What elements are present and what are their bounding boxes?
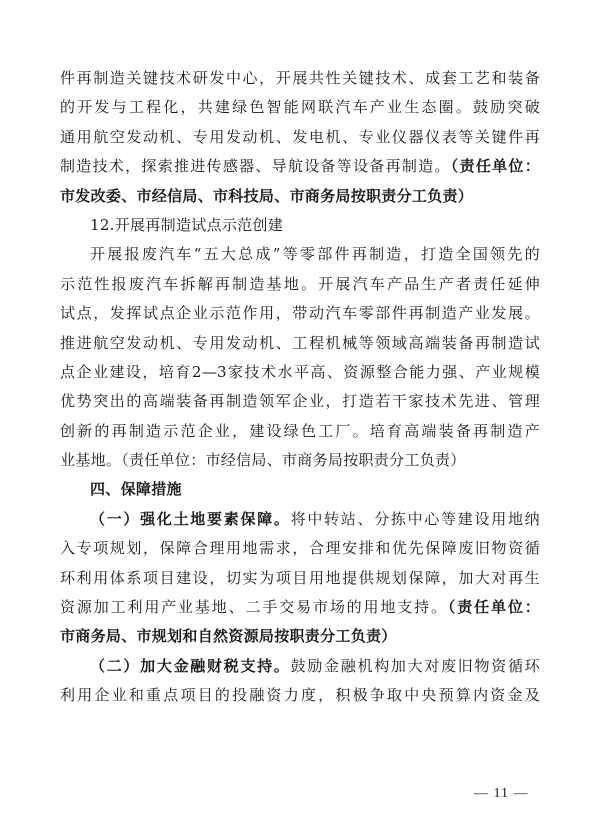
text-line: 市商务局、市规划和自然资源局按职责分工负责） bbox=[60, 627, 397, 646]
text-line: 的开发与工程化，共建绿色智能网联汽车产业生态圈。鼓励突破 bbox=[60, 98, 540, 117]
text-line bbox=[60, 652, 540, 681]
bold-lead: （一）强化土地要素保障。 bbox=[90, 509, 291, 528]
text-line: 市发改委、市经信局、市科技局、市商务局按职责分工负责） bbox=[60, 186, 474, 205]
text-line: 点企业建设，培育2—3家技术水平高、资源整合能力强、产业规模 bbox=[60, 362, 540, 381]
bold-tail: （责任单位： bbox=[450, 157, 540, 176]
text-line bbox=[60, 505, 540, 534]
bold-lead: （二）加大金融财税支持。 bbox=[90, 656, 291, 675]
text-line bbox=[60, 593, 540, 622]
text-line: 开展报废汽车“五大总成”等零部件再制造，打造全国领先的 bbox=[90, 245, 540, 264]
text-rest: 将中转站、分拣中心等建设用地纳 bbox=[290, 509, 540, 528]
text-line bbox=[60, 152, 540, 181]
text-line: 业基地。（责任单位：市经信局、市商务局按职责分工负责） bbox=[60, 451, 466, 470]
text-rest: 资源加工利用产业基地、二手交易市场的用地支持。 bbox=[60, 598, 448, 617]
text-line: 12.开展再制造试点示范创建 bbox=[90, 215, 284, 234]
document-body bbox=[60, 64, 540, 711]
text-line: 试点，发挥试点企业示范作用，带动汽车零部件再制造产业发展。 bbox=[60, 304, 540, 323]
text-line: 优势突出的高端装备再制造领军企业，打造若干家技术先进、管理 bbox=[60, 392, 540, 411]
text-line: 件再制造关键技术研发中心，开展共性关键技术、成套工艺和装备 bbox=[60, 69, 540, 87]
page-number: — 11 — bbox=[474, 786, 529, 801]
text-line: 推进航空发动机、专用发动机、工程机械等领域高端装备再制造试 bbox=[60, 333, 540, 352]
text-line: 入专项规划，保障合理用地需求，合理安排和优先保障废旧物资循 bbox=[60, 539, 540, 558]
section-heading: 四、保障措施 bbox=[90, 480, 182, 499]
text-line: 通用航空发动机、专用发动机、发电机、专业仪器仪表等关键件再 bbox=[60, 127, 540, 146]
text-line: 环利用体系项目建设，切实为项目用地提供规划保障，加大对再生 bbox=[60, 568, 540, 587]
text-rest: 鼓励金融机构加大对废旧物资循环 bbox=[290, 656, 540, 675]
text-line: 利用企业和重点项目的投融资力度，积极争取中央预算内资金及 bbox=[60, 686, 540, 705]
bold-tail: （责任单位： bbox=[447, 598, 540, 617]
text-line: 创新的再制造示范企业，建设绿色工厂。培育高端装备再制造产 bbox=[60, 421, 540, 440]
text-rest: 制造技术，探索推进传感器、导航设备等设备再制造。 bbox=[60, 157, 451, 176]
text-line: 示范性报废汽车拆解再制造基地。开展汽车产品生产者责任延伸 bbox=[60, 274, 540, 293]
